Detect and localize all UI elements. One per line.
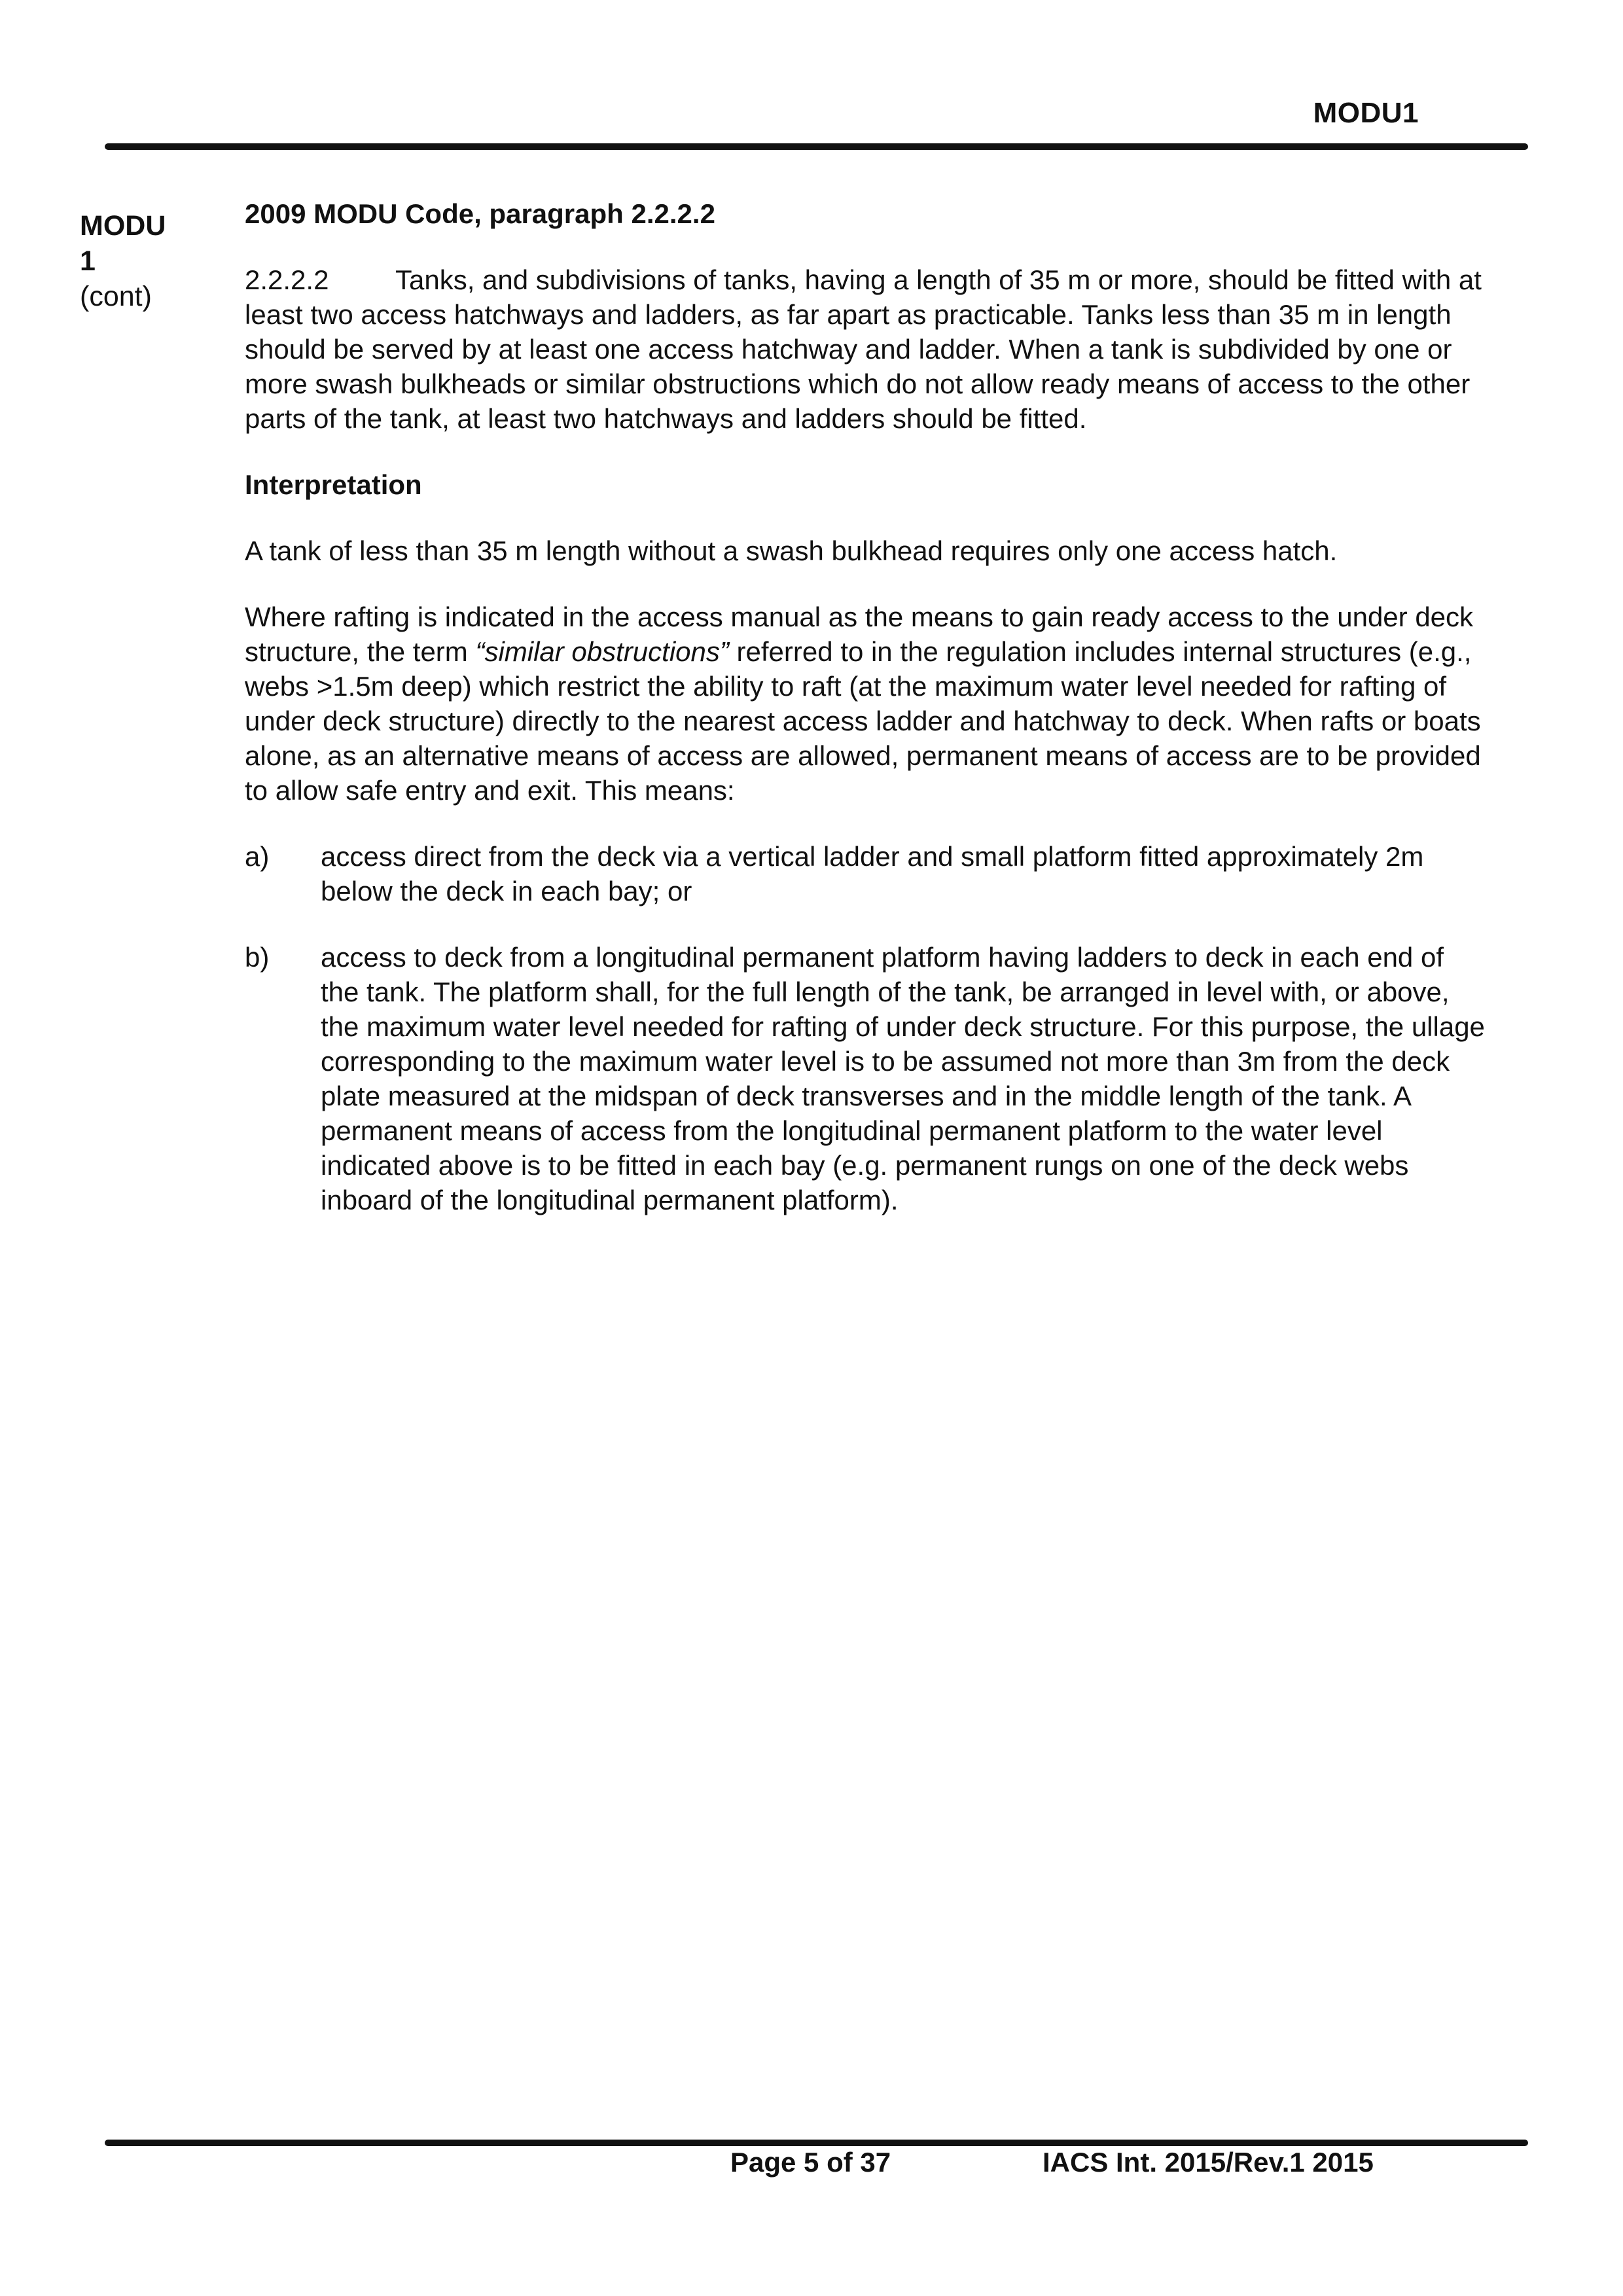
interpretation-paragraph-1: A tank of less than 35 m length without a swash bulkhead requires only one access hatch. <box>245 535 1338 566</box>
regulation-text: Tanks, and subdivisions of tanks, having a length of 35 m or more, should be fitted with at least two access hatchways and ladders, as far apart as practicable. Tanks less than 35 m in length should be served by at least one access hatchway and ladder. When a tank is subdivided by one or more swash bulkheads or similar obstructions which do not allow ready means of access to the other parts of the tank, at least two hatchways and ladders should be fitted. <box>245 264 1482 434</box>
margin-label-line3: (cont) <box>80 281 152 312</box>
margin-label-line1: MODU <box>80 210 166 242</box>
similar-obstructions-term: “similar obstructions” <box>475 636 729 667</box>
interpretation-text-b: referred to in the regulation includes internal structures (e.g., webs >1.5m deep) which restrict the ability to raft (at the maximum water level needed for rafting of under deck structure) directly to the nearest access ladder and hatchway to deck. When rafts or boats alone, as an alternative means of access are allowed, permanent means of access are to be provided to allow safe entry and exit. This means: <box>245 636 1481 806</box>
list-item <box>245 839 1488 908</box>
list-item-marker: a) <box>245 841 270 872</box>
interpretation-paragraph-2 <box>245 600 1488 808</box>
margin-label <box>80 208 191 314</box>
document-body <box>245 196 1488 1217</box>
regulation-number: 2.2.2.2 <box>245 264 329 295</box>
section-heading: 2009 MODU Code, paragraph 2.2.2.2 <box>245 198 715 229</box>
header-rule <box>105 143 1528 150</box>
margin-label-line2: 1 <box>80 245 96 277</box>
regulation-paragraph <box>245 262 1488 436</box>
list-item <box>245 940 1488 1217</box>
list-item-text: access to deck from a longitudinal permanent platform having ladders to deck in each end of the tank. The platform shall, for the full length of the tank, be arranged in level with, or above, the maximum water level needed for rafting of under deck structure. For this purpose, the ullage corresponding to the maximum water level is to be assumed not more than 3m from the deck plate measured at the midspan of deck transverses and in the middle length of the tank. A permanent means of access from the longitudinal permanent platform to the water level indicated above is to be fitted in each bay (e.g. permanent rungs on one of the deck webs inboard of the longitudinal permanent platform). <box>321 942 1485 1215</box>
means-list <box>245 839 1488 1217</box>
list-item-text: access direct from the deck via a vertical ladder and small platform fitted approximately 2m below the deck in each bay; or <box>321 841 1424 906</box>
header-code: MODU1 <box>1313 97 1419 129</box>
interpretation-heading: Interpretation <box>245 469 422 500</box>
list-item-marker: b) <box>245 942 270 973</box>
footer-rule <box>105 2140 1528 2146</box>
document-reference: IACS Int. 2015/Rev.1 2015 <box>1043 2147 1374 2178</box>
interpretation-text-a: Where rafting is indicated in the access manual as the means to gain ready access to the under deck structure, the term <box>245 601 1474 667</box>
page-number: Page 5 of 37 <box>730 2147 891 2178</box>
